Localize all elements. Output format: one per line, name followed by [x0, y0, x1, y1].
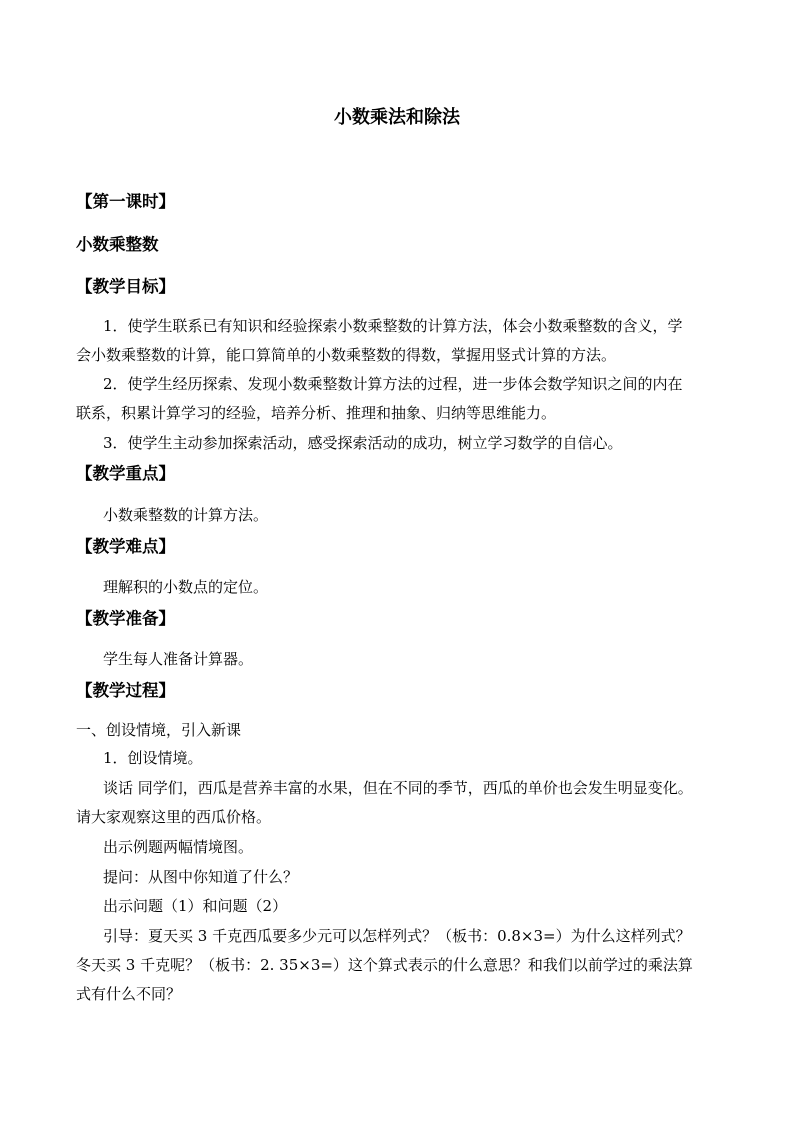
step-1: 1．创设情境。 [103, 749, 203, 767]
process-heading: 【教学过程】 [76, 681, 175, 700]
guide-line-3: 式有什么不同？ [76, 985, 182, 1003]
objective-2-line-2: 联系，积累计算学习的经验，培养分析、推理和抽象、归纳等思维能力。 [76, 404, 557, 422]
preparation-heading: 【教学准备】 [76, 609, 175, 628]
key-points-heading: 【教学重点】 [76, 464, 175, 483]
key-points-text: 小数乘整数的计算方法。 [103, 506, 269, 524]
difficulties-text: 理解积的小数点的定位。 [103, 578, 269, 596]
difficulties-heading: 【教学难点】 [76, 537, 175, 556]
talk-line-2: 请大家观察这里的西瓜价格。 [76, 808, 272, 826]
preparation-text: 学生每人准备计算器。 [103, 650, 254, 668]
talk-line-1: 谈话 同学们，西瓜是营养丰富的水果，但在不同的季节，西瓜的单价也会发生明显变化。 [103, 779, 693, 797]
objectives-heading: 【教学目标】 [76, 277, 175, 296]
objective-3: 3．使学生主动参加探索活动，感受探索活动的成功，树立学习数学的自信心。 [103, 434, 623, 452]
guide-line-1: 引导：夏天买 3 千克西瓜要多少元可以怎样列式？（板书：0.8×3=）为什么这样列式？ [103, 927, 691, 945]
question-text: 提问：从图中你知道了什么？ [103, 868, 299, 886]
objective-1-line-2: 会小数乘整数的计算，能口算简单的小数乘整数的得数，掌握用竖式计算的方法。 [76, 346, 617, 364]
document-title: 小数乘法和除法 [334, 107, 460, 128]
show-problems: 出示问题（1）和问题（2） [103, 897, 288, 915]
lesson-heading: 【第一课时】 [76, 192, 175, 211]
objective-2-line-1: 2．使学生经历探索、发现小数乘整数计算方法的过程，进一步体会数学知识之间的内在 [103, 375, 683, 393]
guide-line-2: 冬天买 3 千克呢？（板书：2. 35×3=）这个算式表示的什么意思？和我们以前学过的乘法算 [76, 956, 693, 974]
topic-heading: 小数乘整数 [76, 235, 159, 254]
show-pictures: 出示例题两幅情境图。 [103, 838, 254, 856]
section-1-title: 一、创设情境，引入新课 [76, 721, 242, 739]
objective-1-line-1: 1．使学生联系已有知识和经验探索小数乘整数的计算方法，体会小数乘整数的含义，学 [103, 317, 683, 335]
